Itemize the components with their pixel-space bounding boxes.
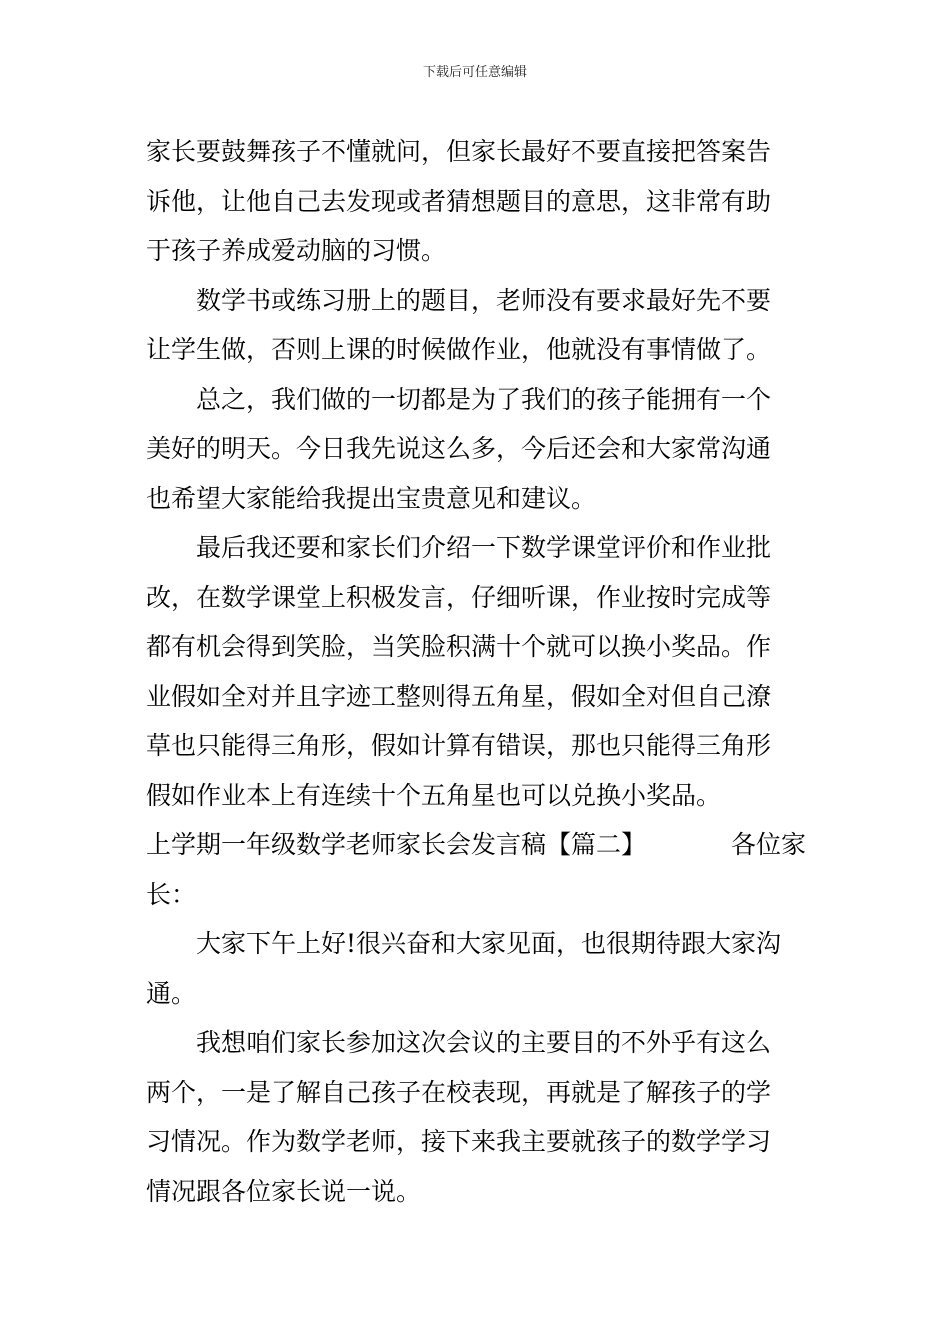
text-line: 让学生做，否则上课的时候做作业，他就没有事情做了。 [146,335,772,364]
text-line: 业假如全对并且字迹工整则得五角星，假如全对但自己潦 [146,681,772,711]
text-line: 草也只能得三角形，假如计算有错误，那也只能得三角形 [146,731,772,760]
text-line: 两个，一是了解自己孩子在校表现，再就是了解孩子的学 [146,1077,772,1107]
text-line: 假如作业本上有连续十个五角星也可以兑换小奖品。 [146,780,722,810]
salutation-start: 各位家 [730,830,806,859]
paragraph-start-line: 大家下午上好!很兴奋和大家见面，也很期待跟大家沟 [196,929,782,958]
text-line: 都有机会得到笑脸，当笑脸积满十个就可以换小奖品。作 [146,632,772,661]
text-line: 情况跟各位家长说一说。 [146,1176,422,1206]
page-header-note: 下载后可任意编辑 [422,65,527,80]
salutation-end: 长： [146,879,197,909]
text-line: 于孩子养成爱动脑的习惯。 [146,236,447,265]
text-line: 诉他，让他自己去发现或者猜想题目的意思，这非常有助 [146,186,772,216]
text-line: 习情况。作为数学老师，接下来我主要就孩子的数学学习 [146,1127,772,1156]
paragraph-start-line: 总之，我们做的一切都是为了我们的孩子能拥有一个 [196,384,772,414]
paragraph-start-line: 我想咱们家长参加这次会议的主要目的不外乎有这么 [196,1028,772,1057]
text-line: 美好的明天。今日我先说这么多，今后还会和大家常沟通 [146,434,772,463]
paragraph-start-line: 数学书或练习册上的题目，老师没有要求最好先不要 [196,285,772,315]
paragraph-start-line: 最后我还要和家长们介绍一下数学课堂评价和作业批 [196,533,772,562]
section-title: 上学期一年级数学老师家长会发言稿【篇二】 [146,830,647,859]
section-title-line [146,820,806,870]
text-line: 改，在数学课堂上积极发言，仔细听课，作业按时完成等 [146,582,772,612]
text-line: 也希望大家能给我提出宝贵意见和建议。 [146,483,597,513]
document-body [146,127,806,1216]
text-line: 家长要鼓舞孩子不懂就问，但家长最好不要直接把答案告 [146,137,772,166]
text-line: 通。 [146,978,197,1008]
